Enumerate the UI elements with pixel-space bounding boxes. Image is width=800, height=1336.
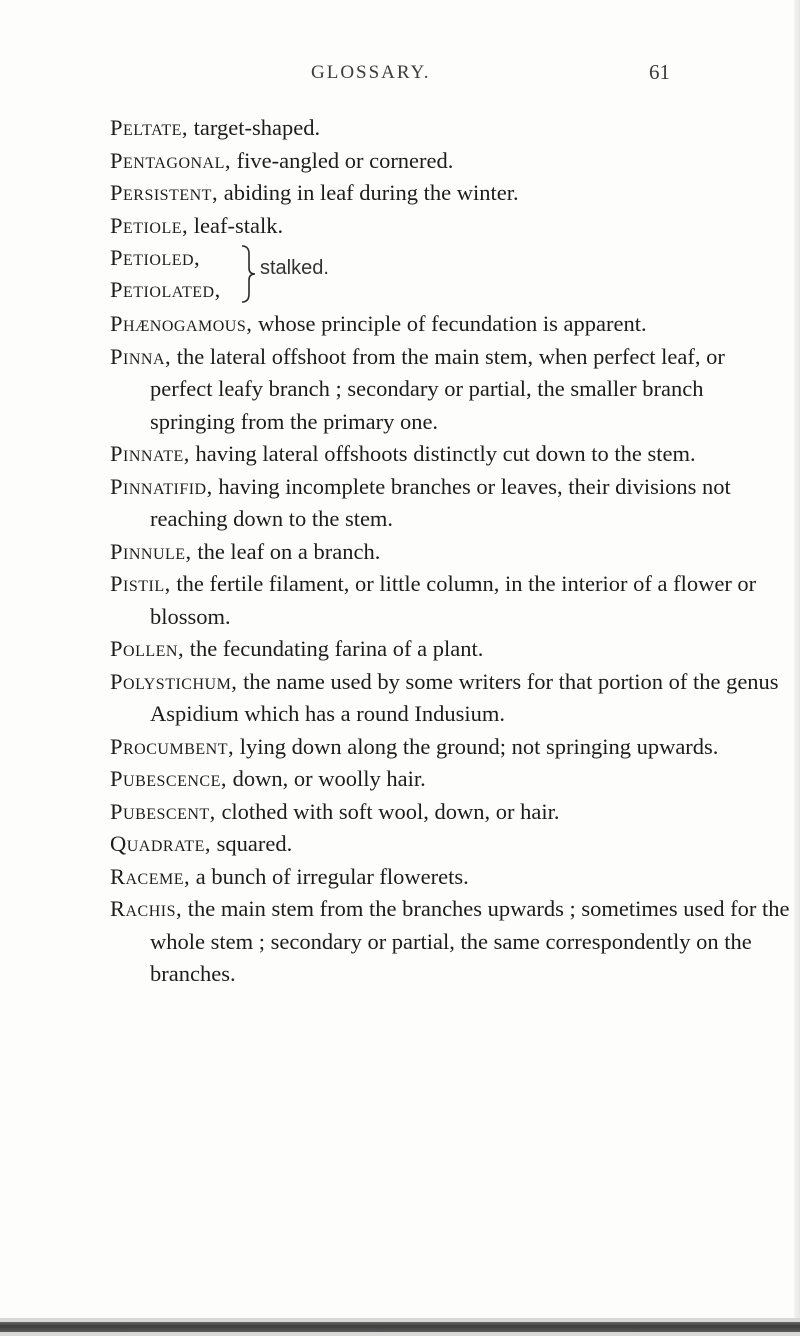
glossary-entry bbox=[110, 438, 790, 471]
entry-term: Pinnate, bbox=[110, 441, 190, 466]
glossary-entry bbox=[110, 210, 790, 243]
entry-definition: having incomplete branches or leaves, their divisions not reaching down to the stem. bbox=[150, 473, 731, 531]
braced-entry bbox=[110, 242, 790, 308]
entry-definition: five-angled or cornered. bbox=[231, 147, 454, 173]
entry-definition: squared. bbox=[211, 831, 293, 856]
entry-definition: the leaf on a branch. bbox=[191, 538, 381, 564]
entry-term: Pinnule, bbox=[110, 538, 192, 564]
glossary-entry bbox=[110, 666, 790, 731]
running-head bbox=[0, 62, 800, 92]
glossary-entry bbox=[110, 828, 790, 861]
page-edge-shadow bbox=[794, 0, 800, 1336]
entry-term: Pollen, bbox=[110, 636, 185, 661]
entry-term: Pubescent, bbox=[110, 798, 216, 824]
entry-term: Procumbent, bbox=[110, 733, 235, 759]
entry-term: Pistil, bbox=[110, 571, 171, 596]
glossary-entry bbox=[110, 731, 790, 764]
glossary-entry bbox=[110, 471, 790, 536]
entry-term: Polystichum, bbox=[110, 668, 238, 694]
entry-definition: down, or woolly hair. bbox=[226, 766, 426, 791]
entry-term: Raceme, bbox=[110, 863, 191, 889]
entry-term: Petiolated, bbox=[110, 277, 221, 302]
entry-term: Pinna, bbox=[110, 343, 172, 369]
entry-term: Pentagonal, bbox=[110, 147, 232, 173]
entry-term: Persistent, bbox=[110, 180, 219, 205]
glossary-entry bbox=[110, 796, 790, 829]
entry-definition: lying down along the ground; not springing upwards. bbox=[234, 733, 719, 759]
entry-definition: the fertile filament, or little column, in the interior of a flower or blossom. bbox=[150, 571, 757, 629]
glossary-entry bbox=[110, 341, 790, 439]
entry-term: Pinnatifid, bbox=[110, 473, 213, 499]
glossary-entry bbox=[110, 893, 790, 991]
page-number: 61 bbox=[649, 60, 670, 84]
entry-term: Petiole, bbox=[110, 212, 189, 238]
glossary-entry bbox=[110, 861, 790, 894]
glossary-entry bbox=[110, 568, 790, 633]
entry-term: Petioled, bbox=[110, 245, 201, 270]
entry-definition: abiding in leaf during the winter. bbox=[218, 180, 519, 205]
entry-definition: target-shaped. bbox=[188, 115, 321, 140]
entry-term: Rachis, bbox=[110, 896, 183, 921]
entry-definition: whose principle of fecundation is apparent. bbox=[252, 311, 647, 336]
entry-term: Peltate, bbox=[110, 115, 189, 140]
running-title: GLOSSARY. bbox=[311, 62, 431, 83]
right-brace-icon bbox=[240, 244, 258, 304]
glossary-entry bbox=[110, 763, 790, 796]
entry-definition: having lateral offshoots distinctly cut down to the stem. bbox=[189, 441, 696, 466]
entry-definition: the lateral offshoot from the main stem, when perfect leaf, or perfect leafy branch ; secondary or partial, the smaller branch springing from the primary one. bbox=[150, 343, 725, 434]
glossary-entry bbox=[110, 145, 790, 178]
entry-definition: a bunch of irregular flowerets. bbox=[190, 863, 469, 889]
entry-definition: the name used by some writers for that portion of the genus Aspidium which has a round Indusium. bbox=[150, 668, 779, 726]
entry-term: Phænogamous, bbox=[110, 311, 253, 336]
entry-definition: stalked. bbox=[260, 257, 329, 279]
glossary-entry bbox=[110, 308, 790, 341]
entry-definition: the main stem from the branches upwards ; sometimes used for the whole stem ; secondary or partial, the same correspondently on the branches. bbox=[150, 896, 790, 986]
glossary-entry bbox=[110, 536, 790, 569]
entry-definition: leaf-stalk. bbox=[188, 212, 284, 238]
scan-bottom-edge bbox=[0, 1318, 800, 1336]
entry-definition: clothed with soft wool, down, or hair. bbox=[215, 798, 560, 824]
glossary-entry bbox=[110, 177, 790, 210]
entry-term: Pubescence, bbox=[110, 766, 227, 791]
glossary-entry bbox=[110, 633, 790, 666]
glossary-entry bbox=[110, 112, 790, 145]
entry-definition: the fecundating farina of a plant. bbox=[184, 636, 484, 661]
entry-term: Quadrate, bbox=[110, 831, 212, 856]
glossary-entries bbox=[110, 112, 790, 991]
